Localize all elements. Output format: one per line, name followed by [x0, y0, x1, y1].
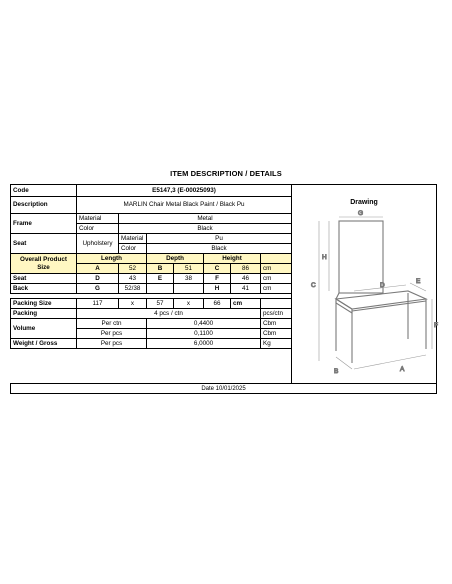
packing-size-length: 117	[77, 299, 119, 309]
packing-size-x2: x	[174, 299, 204, 309]
code-label: Code	[11, 185, 77, 197]
packing-label: Packing	[11, 309, 77, 319]
dim-unit-overall: cm	[261, 264, 292, 274]
packing-unit: pcs/ctn	[261, 309, 292, 319]
chair-front-rail	[352, 301, 426, 311]
back-dims-label: Back	[11, 284, 77, 294]
seat-color-value: Black	[147, 244, 292, 254]
label-g: G	[358, 210, 364, 217]
volume-per-ctn-unit: Cbm	[261, 319, 292, 329]
document-date: Date 10/01/2025	[11, 384, 437, 394]
volume-label: Volume	[11, 319, 77, 339]
dim-value-f: 46	[231, 274, 261, 284]
packing-size-unit: cm	[231, 299, 261, 309]
chair-seat	[336, 291, 426, 309]
frame-color-value: Black	[119, 224, 292, 234]
seat-material-value: Pu	[147, 234, 292, 244]
seat-color-label: Color	[119, 244, 147, 254]
frame-label: Frame	[11, 214, 77, 234]
dim-value-a: 52	[119, 264, 147, 274]
dim-unit-seat: cm	[261, 274, 292, 284]
dim-letter-c: C	[204, 264, 231, 274]
seat-material-label: Material	[119, 234, 147, 244]
drawing-title: Drawing	[350, 199, 378, 206]
dim-value-h: 41	[231, 284, 261, 294]
label-e: E	[416, 278, 421, 285]
label-d: D	[380, 282, 385, 289]
length-header: Length	[77, 254, 147, 264]
dim-letter-b: B	[147, 264, 174, 274]
dim-value-e: 38	[174, 274, 204, 284]
description-value: MARLIN Chair Metal Black Paint / Black Pu	[77, 197, 292, 214]
dim-letter-h: H	[204, 284, 231, 294]
packing-size-label: Packing Size	[11, 299, 77, 309]
chair-back-join	[336, 293, 339, 299]
dimline-b	[336, 357, 352, 369]
packing-size-empty	[261, 299, 292, 309]
description-label: Description	[11, 197, 77, 214]
label-c: C	[311, 282, 316, 289]
weight-unit: Kg	[261, 339, 292, 349]
seat-upholstery-label: Upholstery	[77, 234, 119, 254]
packing-value: 4 pcs / ctn	[77, 309, 261, 319]
dim-value-g: 52/38	[119, 284, 147, 294]
volume-per-ctn-label: Per ctn	[77, 319, 147, 329]
label-h: H	[322, 254, 327, 261]
weight-label: Weight / Gross	[11, 339, 77, 349]
dimline-a	[354, 355, 426, 369]
seat-label: Seat	[11, 234, 77, 254]
volume-per-pcs-label: Per pcs	[77, 329, 147, 339]
packing-size-width: 57	[147, 299, 174, 309]
dim-letter-g: G	[77, 284, 119, 294]
frame-color-label: Color	[77, 224, 119, 234]
dim-letter-e: E	[147, 274, 174, 284]
dim-letter-a: A	[77, 264, 119, 274]
packing-size-x1: x	[119, 299, 147, 309]
weight-per-pcs-label: Per pcs	[77, 339, 147, 349]
chair-backrest	[339, 221, 383, 293]
weight-value: 6,0000	[147, 339, 261, 349]
label-b: B	[334, 368, 339, 375]
date-table	[10, 383, 437, 394]
overall-size-label: Overall Product Size	[11, 254, 77, 274]
dim-value-c: 86	[231, 264, 261, 274]
dim-empty-back	[147, 284, 174, 294]
label-a: A	[400, 366, 405, 373]
drawing-panel	[291, 184, 437, 384]
dim-unit-back: cm	[261, 284, 292, 294]
spec-table	[10, 184, 292, 349]
frame-material-label: Material	[77, 214, 119, 224]
document-title: ITEM DESCRIPTION / DETAILS	[170, 169, 282, 178]
packing-size-height: 66	[204, 299, 231, 309]
frame-material-value: Metal	[119, 214, 292, 224]
unit-header	[261, 254, 292, 264]
dim-letter-f: F	[204, 274, 231, 284]
chair-drawing	[292, 211, 436, 381]
dim-letter-d: D	[77, 274, 119, 284]
label-f: F	[434, 322, 438, 329]
chair-seat-edge	[336, 299, 352, 313]
spec-sheet	[10, 184, 438, 394]
depth-header: Depth	[147, 254, 204, 264]
dim-value-b: 51	[174, 264, 204, 274]
volume-per-ctn-value: 0,4400	[147, 319, 261, 329]
height-header: Height	[204, 254, 261, 264]
dim-value-d: 43	[119, 274, 147, 284]
code-value: E5147,3 (E-00025093)	[77, 185, 292, 197]
seat-dims-label: Seat	[11, 274, 77, 284]
dim-empty-back-2	[174, 284, 204, 294]
volume-per-pcs-unit: Cbm	[261, 329, 292, 339]
volume-per-pcs-value: 0,1100	[147, 329, 261, 339]
